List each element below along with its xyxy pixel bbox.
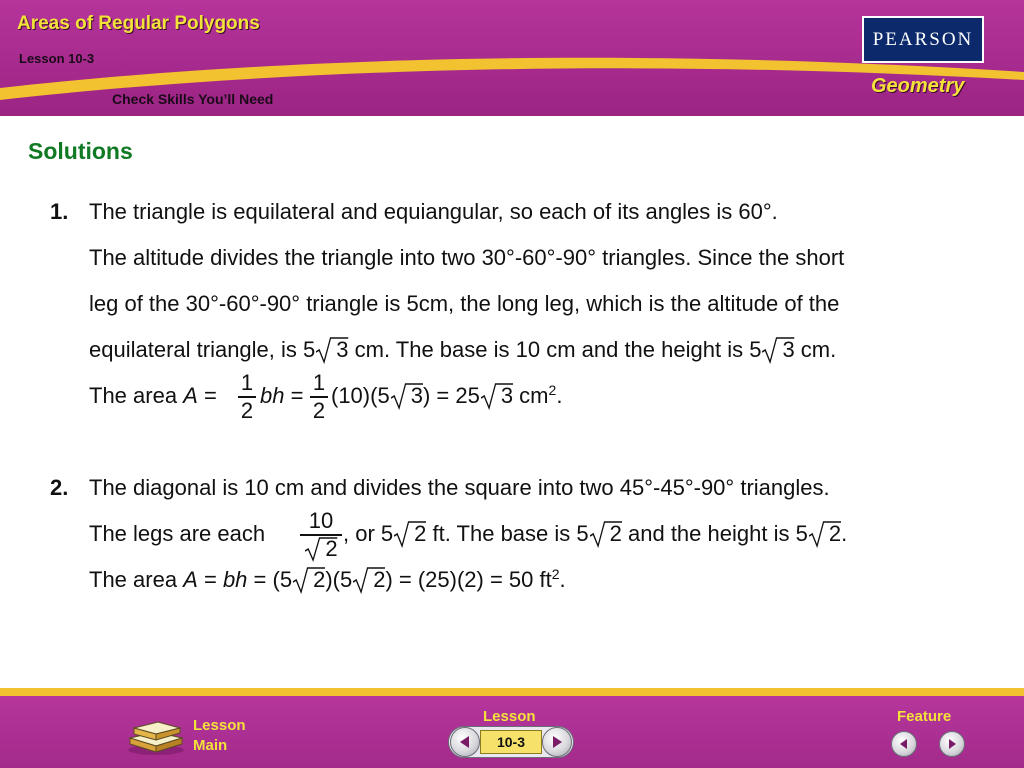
footer-band (0, 688, 1024, 696)
solutions-heading: Solutions (28, 138, 133, 164)
p2-l3-text-c: = (5 (247, 567, 293, 592)
fraction-numerator: 1 (312, 370, 326, 395)
sqrt-icon (316, 337, 348, 363)
sqrt-icon (809, 521, 841, 547)
p2-line-1: The diagonal is 10 cm and divides the square into two 45°-45°-90° triangles. (89, 475, 830, 500)
lesson-number-display: 10-3 (480, 730, 542, 754)
problem-1-number: 1. (50, 199, 69, 224)
section-subtitle: Check Skills You’ll Need (112, 91, 274, 107)
lesson-main-label-line1: Lesson (193, 717, 246, 734)
p2-line-2-b (343, 521, 847, 547)
radicand: 3 (500, 383, 514, 408)
sqrt-icon (481, 383, 513, 409)
p1-line-1: The triangle is equilateral and equiangular, so each of its angles is 60°. (89, 199, 778, 224)
p1-line-2: The altitude divides the triangle into two 30°-60°-90° triangles. Since the short (89, 245, 845, 270)
fraction-half-1 (238, 371, 256, 423)
p1-l4-text-a: equilateral triangle, is 5 (89, 337, 316, 362)
lesson-main-link-text[interactable] (193, 716, 246, 756)
feature-nav-label: Feature (897, 708, 952, 725)
feature-prev-button[interactable] (891, 731, 917, 757)
p1-l4-text-e: cm. (794, 337, 837, 362)
area-variable: A (183, 383, 198, 408)
sqrt-icon (353, 567, 385, 593)
p1-l5-eq1: = (197, 383, 217, 408)
sqrt-icon (590, 521, 622, 547)
p2-line-2-a: The legs are each (89, 521, 266, 546)
p2-l2-text-f: and the height is 5 (621, 521, 808, 546)
p1-l5-text-g: cm (513, 383, 549, 408)
radicand: 2 (325, 535, 338, 561)
lesson-title: Areas of Regular Polygons (17, 13, 260, 34)
pearson-logo-text: PEARSON (872, 28, 974, 50)
sqrt-icon (762, 337, 794, 363)
lesson-prev-button[interactable] (450, 727, 480, 757)
fraction-numerator: 10 (308, 508, 334, 533)
p1-line-3: leg of the 30°-60°-90° triangle is 5cm, the long leg, which is the altitude of the (89, 291, 840, 316)
p1-l5-period: . (556, 383, 563, 408)
arrow-right-icon (946, 738, 958, 750)
p1-line-5-c (331, 383, 562, 409)
radicand: 2 (609, 521, 622, 546)
radicand: 3 (410, 383, 423, 408)
p1-l5-text-e: ) = 25 (422, 383, 480, 408)
p2-l3-text-e: )(5 (325, 567, 353, 592)
p1-l5-eq2: = (284, 383, 304, 408)
p2-l2-text-d: ft. The base is 5 (426, 521, 589, 546)
header-bar (0, 0, 1024, 116)
lesson-next-button[interactable] (542, 727, 572, 757)
p2-l3-period: . (559, 567, 566, 592)
sqrt-icon (305, 537, 337, 561)
bh-variable: bh (260, 383, 285, 408)
sqrt-icon (391, 383, 423, 409)
pearson-logo (862, 16, 984, 63)
p1-line-5-b (260, 383, 303, 409)
radicand: 2 (313, 567, 326, 592)
problem-2-number: 2. (50, 475, 69, 500)
radicand: 3 (782, 337, 795, 362)
p2-l3-eq: = (197, 567, 223, 592)
lesson-main-label-line2: Main (193, 737, 228, 754)
p1-l5-text-c: (10)(5 (331, 383, 390, 408)
area-variable: A (183, 567, 198, 592)
radicand: 3 (336, 337, 349, 362)
radicand: 2 (414, 521, 427, 546)
arrow-right-icon (550, 735, 564, 749)
fraction-denominator: 2 (240, 397, 254, 423)
fraction-denominator (300, 537, 342, 561)
lesson-nav-label: Lesson (483, 708, 536, 725)
p2-l3-text-a: The area (89, 567, 184, 592)
radicand: 2 (828, 521, 842, 546)
arrow-left-icon (898, 738, 910, 750)
exponent: 2 (548, 382, 557, 398)
p2-line-3 (89, 567, 566, 593)
p1-l5-text-a: The area (89, 383, 184, 408)
sqrt-icon (293, 567, 325, 593)
exponent: 2 (551, 566, 560, 582)
p1-line-4 (89, 337, 836, 363)
p1-l4-text-c: cm. The base is 10 cm and the height is 5 (348, 337, 762, 362)
p2-l2-period: . (841, 521, 848, 546)
fraction-half-2 (310, 371, 328, 423)
course-name: Geometry (871, 75, 965, 97)
bh-variable: bh (222, 567, 248, 592)
p2-l3-text-g: ) = (25)(2) = 50 ft (385, 567, 552, 592)
radicand: 2 (373, 567, 386, 592)
fraction-10-over-sqrt2 (300, 509, 342, 561)
fraction-denominator: 2 (312, 397, 326, 423)
fraction-numerator: 1 (240, 370, 254, 395)
p2-l2-text-b: , or 5 (343, 521, 394, 546)
lesson-number: Lesson 10-3 (19, 51, 95, 66)
arrow-left-icon (458, 735, 472, 749)
sqrt-icon (394, 521, 426, 547)
feature-next-button[interactable] (939, 731, 965, 757)
p1-line-5-a (89, 383, 217, 409)
books-icon[interactable] (126, 714, 186, 756)
